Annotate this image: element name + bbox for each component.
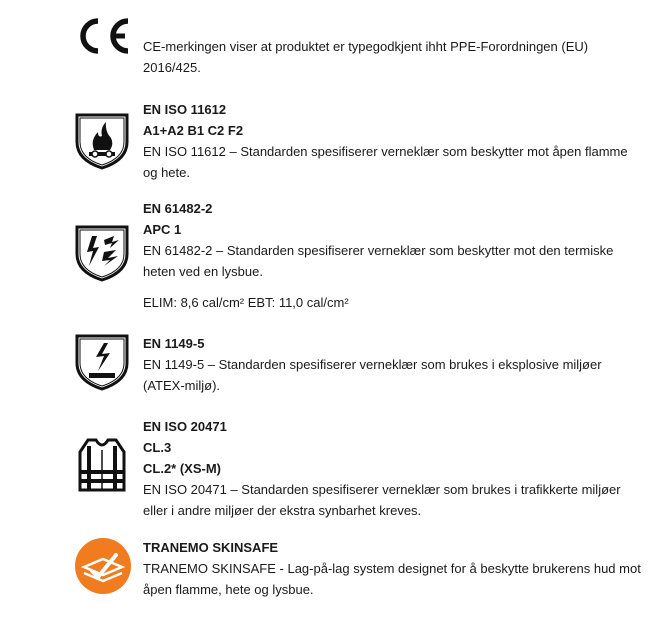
skinsafe-title: TRANEMO SKINSAFE <box>143 540 279 555</box>
iso-11612-title: EN ISO 11612 <box>143 102 227 117</box>
skinsafe-description: TRANEMO SKINSAFE - Lag-på-lag system designet for å beskytte brukerens hud mot åpen flamme, hete og lysbue. <box>143 561 641 597</box>
en-61482-class: APC 1 <box>143 222 182 237</box>
hi-vis-vest-icon <box>74 436 132 494</box>
ce-description: CE-merkingen viser at produktet er typegodkjent ihht PPE-Forordningen (EU) 2016/425. <box>143 39 589 75</box>
en-61482-description: EN 61482-2 – Standarden spesifiserer verneklær som beskytter mot den termiske heten ved en lysbue. <box>143 243 614 279</box>
iso-20471-description: EN ISO 20471 – Standarden spesifiserer verneklær som brukes i trafikkerte miljøer eller i andre miljøer der ekstra synbarhet kreves. <box>143 482 621 518</box>
skinsafe-logo-icon <box>74 537 132 595</box>
iso-20471-class-3: CL.3 <box>143 440 172 455</box>
en-61482-title: EN 61482-2 <box>143 201 213 216</box>
en-1149-description: EN 1149-5 – Standarden spesifiserer verneklær som brukes i eksplosive miljøer (ATEX-miljø). <box>143 357 602 393</box>
antistatic-shield-icon <box>74 331 132 391</box>
flame-shield-icon <box>74 110 132 170</box>
en-61482-values: ELIM: 8,6 cal/cm² EBT: 11,0 cal/cm² <box>143 295 349 310</box>
iso-11612-classes: A1+A2 B1 C2 F2 <box>143 123 244 138</box>
ce-mark-icon <box>74 14 132 58</box>
electric-arc-shield-icon <box>74 222 132 282</box>
iso-20471-title: EN ISO 20471 <box>143 419 227 434</box>
en-1149-title: EN 1149-5 <box>143 336 205 351</box>
iso-20471-class-2: CL.2* (XS-M) <box>143 461 221 476</box>
iso-11612-description: EN ISO 11612 – Standarden spesifiserer verneklær som beskytter mot åpen flamme og hete. <box>143 144 628 180</box>
